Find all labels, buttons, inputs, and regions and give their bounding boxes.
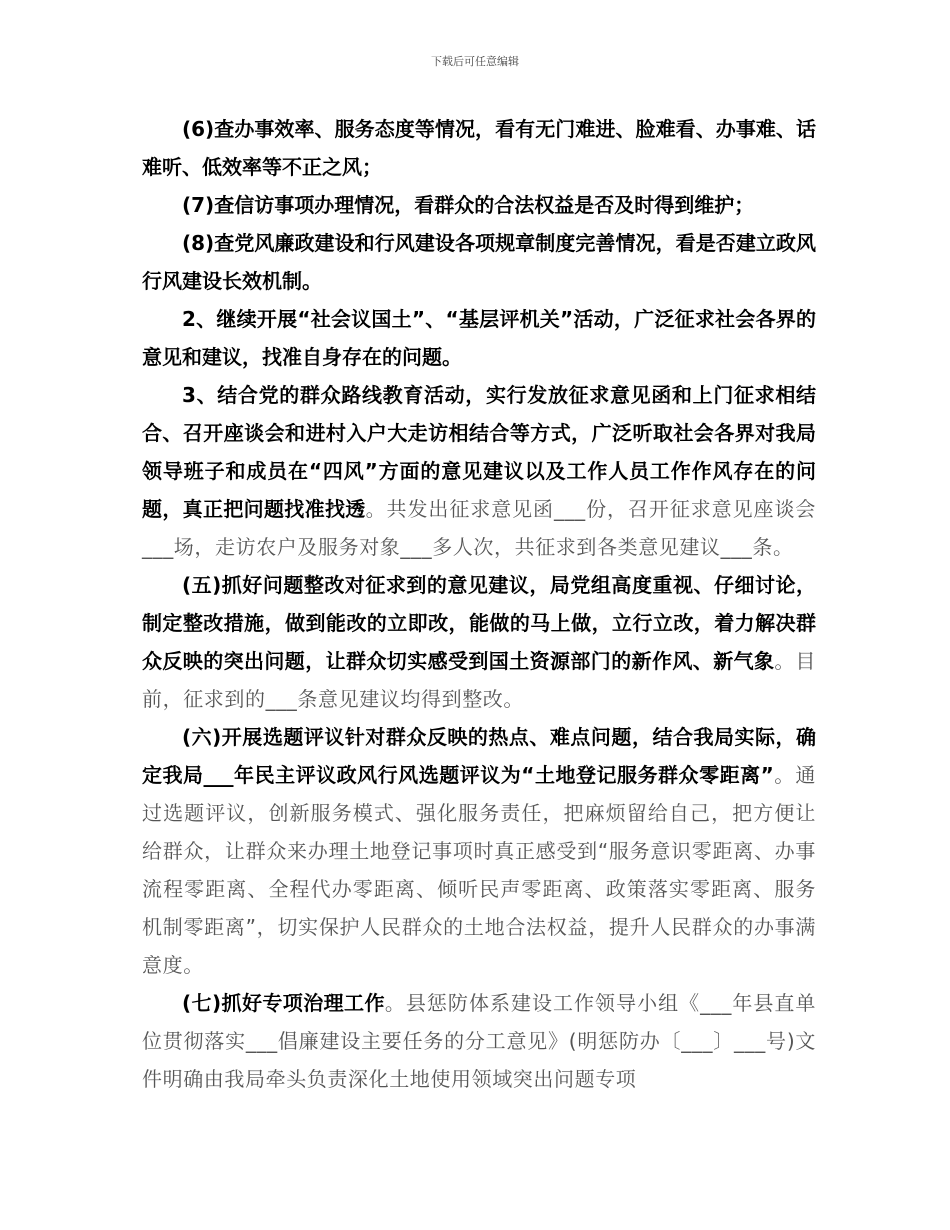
normal-text-run: 。共发出征求意见函___份，召开征求意见座谈会___场，走访农户及服务对象___多人次，共征求到各类意见建议___条。 [142,497,816,559]
bold-text-run: (五)抓好问题整改对征求到的意见建议，局党组高度重视、仔细讨论，制定整改措施，做到能改的立即改，能做的马上做，立行立改，着力解决群众反映的突出问题，让群众切实感受到国土资源部门的新作风、新气象 [142,573,816,673]
normal-text-run: 。目前，征求到的___条意见建议均得到整改。 [142,649,817,711]
document-body [142,110,816,1098]
normal-text-run: 。县惩防体系建设工作领导小组《___年县直单位贯彻落实___倡廉建设主要任务的分工意见》(明惩防办〔___〕___号)文件明确由我局牵头负责深化土地使用领域突出问题专项 [142,991,817,1091]
paragraph [142,718,816,984]
paragraph [142,110,816,186]
paragraph [142,186,816,224]
bold-text-run: (7)查信访事项办理情况，看群众的合法权益是否及时得到维护； [182,193,755,217]
bold-text-run: (六)开展选题评议针对群众反映的热点、难点问题，结合我局实际，确定我局___年民主评议政风行风选题评议为“土地登记服务群众零距离” [142,725,816,787]
normal-text-run: 。通过选题评议，创新服务模式、强化服务责任，把麻烦留给自己，把方便让给群众，让群众来办理土地登记事项时真正感受到“服务意识零距离、办事流程零距离、全程代办零距离、倾听民声零距离、政策落实零距离、服务机制零距离”，切实保护人民群众的土地合法权益，提升人民群众的办事满意度。 [142,763,816,977]
bold-text-run: 2、继续开展“社会议国土”、“基层评机关”活动，广泛征求社会各界的意见和建议，找准自身存在的问题。 [142,307,816,369]
paragraph [142,566,816,718]
paragraph [142,300,816,376]
paragraph [142,984,816,1098]
paragraph [142,376,816,566]
page-header: 下载后可任意编辑 [431,55,519,68]
bold-text-run: 3、结合党的群众路线教育活动，实行发放征求意见函和上门征求相结合、召开座谈会和进村入户大走访相结合等方式，广泛听取社会各界对我局领导班子和成员在“四风”方面的意见建议以及工作人员工作作风存在的问题，真正把问题找准找透 [142,383,816,521]
bold-text-run: (8)查党风廉政建设和行风建设各项规章制度完善情况，看是否建立政风行风建设长效机制。 [142,231,816,293]
bold-text-run: (6)查办事效率、服务态度等情况，看有无门难进、脸难看、办事难、话难听、低效率等不正之风； [142,117,816,179]
bold-text-run: (七)抓好专项治理工作 [182,991,385,1015]
paragraph [142,224,816,300]
